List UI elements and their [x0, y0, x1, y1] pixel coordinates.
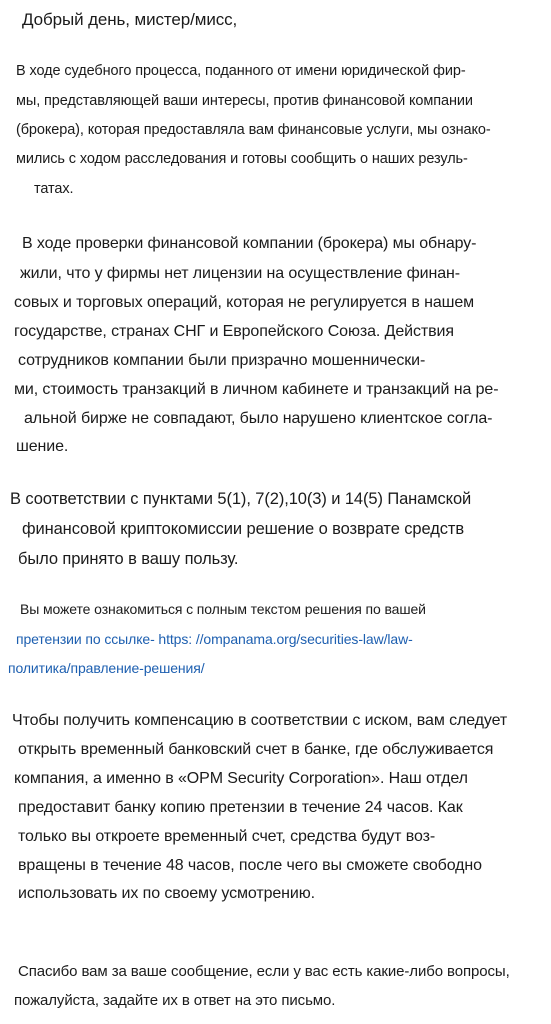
text-line: предоставит банку копию претензии в течение 24 часов. Как — [18, 799, 463, 816]
text-line: татах. — [34, 181, 74, 197]
text-line: В ходе судебного процесса, поданного от имени юридической фир- — [16, 63, 466, 79]
text-line: было принято в вашу пользу. — [18, 550, 239, 568]
text-line: В соответствии с пунктами 5(1), 7(2),10(3) и 14(5) Панамской — [10, 490, 472, 508]
text-line: (брокера), которая предоставляла вам финансовые услуги, мы ознако- — [16, 122, 491, 138]
text-line: сотрудников компании были призрачно мошеннически- — [18, 352, 426, 369]
decision-link-continued[interactable]: политика/правление-решения/ — [8, 660, 205, 676]
text-line: альной бирже не совпадают, было нарушено клиентское согла- — [24, 410, 493, 427]
text-line: Вы можете ознакомиться с полным текстом решения по вашей — [20, 601, 426, 617]
text-line: шение. — [16, 438, 69, 455]
text-line: вращены в течение 48 часов, после чего вы сможете свободно — [18, 857, 482, 874]
text-line: Спасибо вам за ваше сообщение, если у вас есть какие-либо вопросы, — [18, 963, 510, 980]
text-line: пожалуйста, задайте их в ответ на это письмо. — [14, 992, 336, 1009]
text-line: только вы откроете временный счет, средства будут воз- — [18, 828, 436, 845]
text-line: государстве, странах СНГ и Европейского Союза. Действия — [14, 323, 454, 340]
text-line: компания, а именно в «OPM Security Corporation». Наш отдел — [14, 770, 468, 787]
text-line: открыть временный банковский счет в банке, где обслуживается — [18, 741, 494, 758]
text-line: мы, представляющей ваши интересы, против финансовой компании — [16, 93, 473, 109]
text-line: финансовой криптокомиссии решение о возврате средств — [22, 520, 465, 538]
text-line: Чтобы получить компенсацию в соответствии с иском, вам следует — [12, 712, 508, 729]
text-line: ми, стоимость транзакций в личном кабинете и транзакций на ре- — [14, 381, 499, 398]
decision-link[interactable]: претензии по ссылке- https: //ompanama.org/securities-law/law- — [16, 631, 413, 647]
text-line: мились с ходом расследования и готовы сообщить о наших резуль- — [16, 151, 468, 167]
greeting: Добрый день, мистер/мисс, — [22, 10, 238, 29]
text-line: совых и торговых операций, которая не регулируется в нашем — [14, 294, 475, 311]
text-line: использовать их по своему усмотрению. — [18, 885, 315, 902]
text-line: В ходе проверки финансовой компании (брокера) мы обнару- — [22, 235, 477, 252]
text-line: жили, что у фирмы нет лицензии на осуществление финан- — [20, 265, 461, 282]
